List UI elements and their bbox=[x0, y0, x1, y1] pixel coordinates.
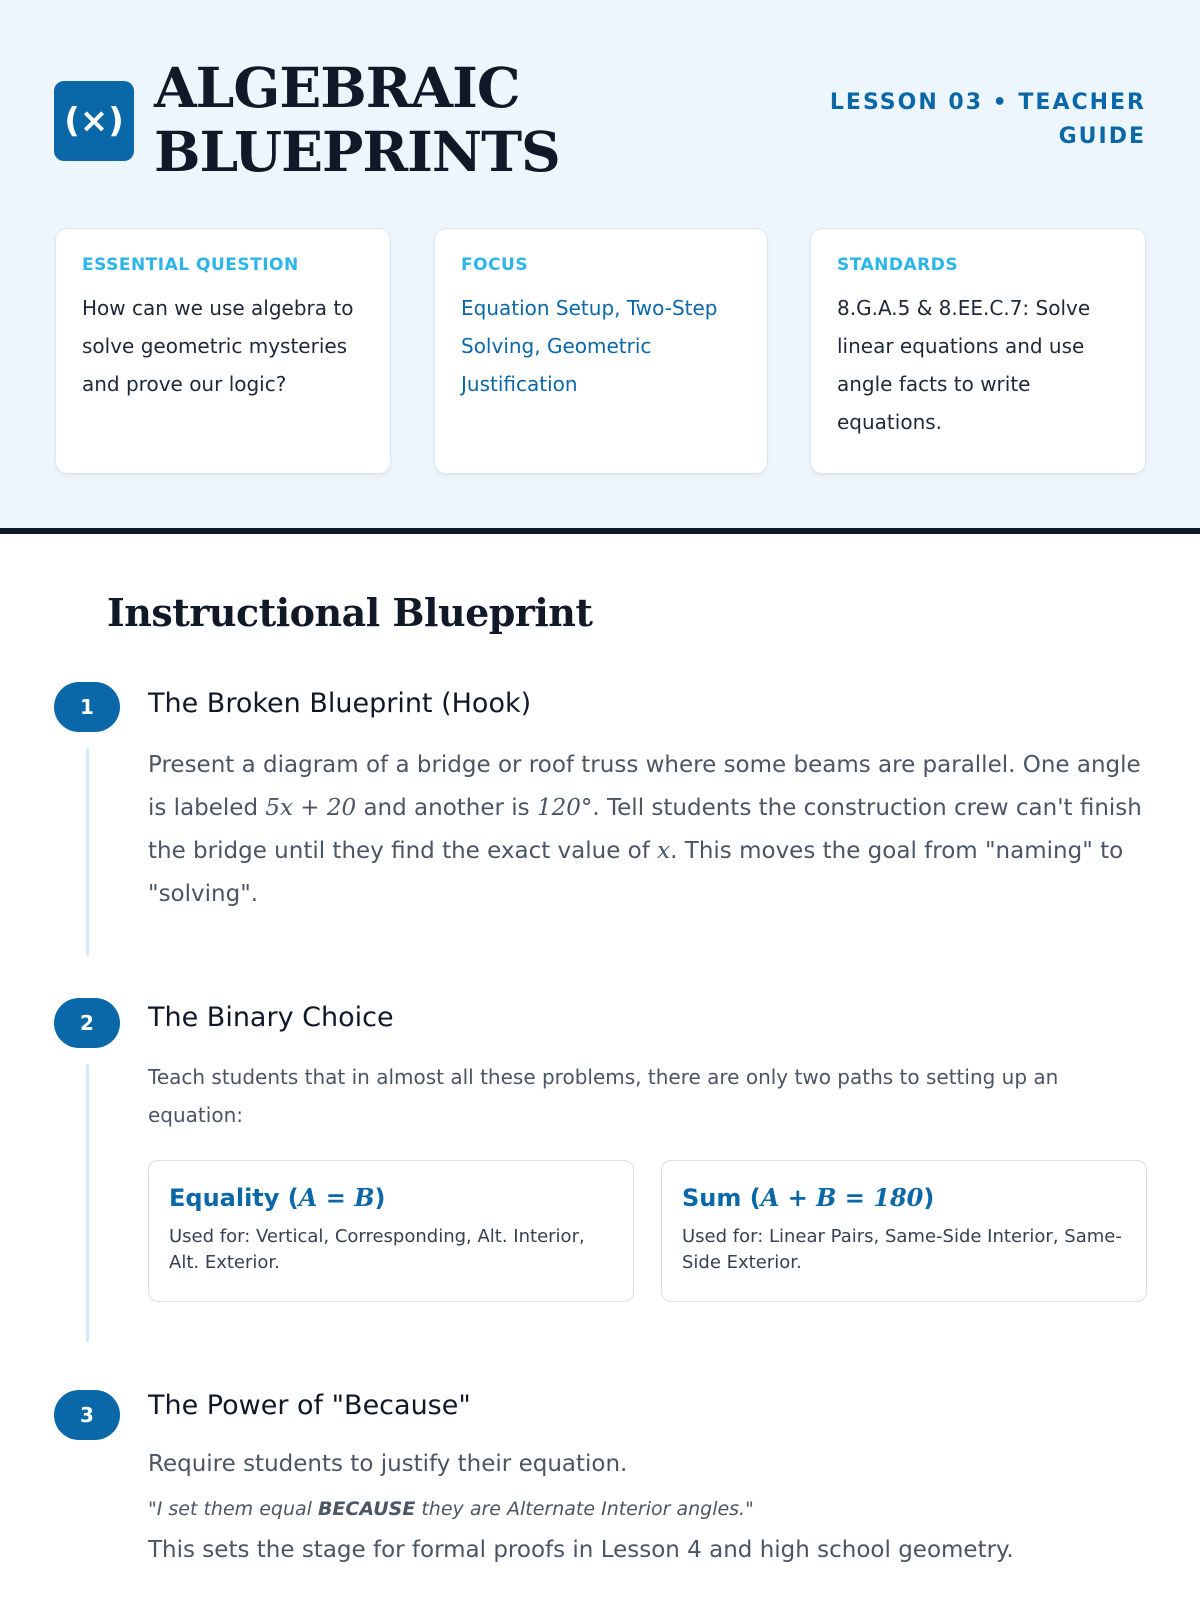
card-label: STANDARDS bbox=[837, 255, 959, 275]
variable-icon: (×) bbox=[54, 81, 134, 161]
card-label: ESSENTIAL QUESTION bbox=[82, 255, 299, 275]
header-divider bbox=[0, 528, 1200, 534]
step-line-3: This sets the stage for formal proofs in Lesson 4 and high school geometry. bbox=[148, 1537, 1014, 1563]
step-title: The Binary Choice bbox=[148, 1002, 394, 1033]
step-title: The Broken Blueprint (Hook) bbox=[148, 688, 532, 719]
choice-title: Equality (A = B) bbox=[169, 1183, 386, 1212]
title-line-2: BLUEPRINTS bbox=[154, 119, 560, 184]
card-text: 8.G.A.5 & 8.EE.C.7: Solve linear equations and use angle facts to write equations. bbox=[837, 296, 1091, 434]
choice-description: Used for: Vertical, Corresponding, Alt. Interior, Alt. Exterior. bbox=[169, 1226, 585, 1273]
step-body: Present a diagram of a bridge or roof truss where some beams are parallel. One angle is labeled 5x + 20 and another is 120°. Tell students the construction crew can't finish the bridge until they find the exact value of x. This moves the goal from "naming" to "solving". bbox=[148, 752, 1142, 907]
math-angle: 120° bbox=[536, 795, 593, 821]
step-quote: "I set them equal BECAUSE they are Alternate Interior angles." bbox=[148, 1498, 754, 1520]
card-label: FOCUS bbox=[461, 255, 529, 275]
focus-card bbox=[434, 228, 768, 474]
step-number-badge: 1 bbox=[54, 682, 120, 732]
step-number-badge: 2 bbox=[54, 998, 120, 1048]
equality-choice-card bbox=[148, 1160, 634, 1302]
essential-question-card bbox=[55, 228, 391, 474]
standards-card bbox=[810, 228, 1146, 474]
step-number-badge: 3 bbox=[54, 1390, 120, 1440]
math-variable: x bbox=[657, 838, 671, 864]
math-expression: A = B bbox=[298, 1183, 375, 1212]
step-intro: Teach students that in almost all these problems, there are only two paths to setting up an equation: bbox=[148, 1065, 1059, 1127]
sum-choice-card bbox=[661, 1160, 1147, 1302]
lesson-tag: LESSON 03 • TEACHER GUIDE bbox=[829, 90, 1146, 149]
page-title bbox=[154, 56, 674, 184]
title-line-1: ALGEBRAIC bbox=[154, 55, 520, 120]
step-connector bbox=[86, 748, 89, 956]
step-connector bbox=[86, 1064, 89, 1342]
math-expression: A + B = 180 bbox=[760, 1183, 924, 1212]
card-text: Equation Setup, Two-Step Solving, Geometric Justification bbox=[461, 296, 718, 396]
step-title: The Power of "Because" bbox=[148, 1390, 471, 1421]
choice-title: Sum (A + B = 180) bbox=[682, 1183, 935, 1212]
math-expression: 5x + 20 bbox=[265, 795, 357, 821]
step-line-1: Require students to justify their equation. bbox=[148, 1451, 628, 1477]
choice-description: Used for: Linear Pairs, Same-Side Interior, Same-Side Exterior. bbox=[682, 1226, 1122, 1273]
section-title: Instructional Blueprint bbox=[107, 590, 593, 635]
card-text: How can we use algebra to solve geometric mysteries and prove our logic? bbox=[82, 296, 354, 396]
